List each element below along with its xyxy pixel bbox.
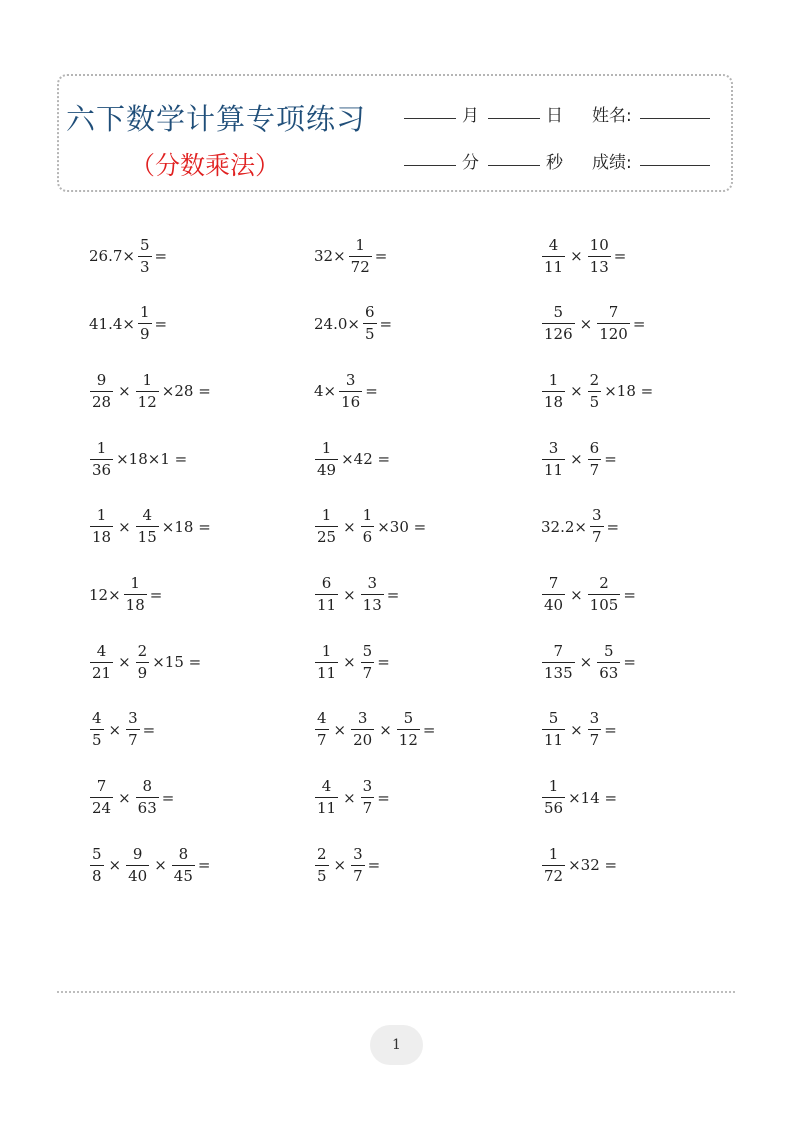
problem-2-7: [313, 642, 391, 682]
expression-text: =: [379, 314, 393, 333]
fraction: [361, 576, 384, 613]
numerator: 2: [589, 370, 600, 389]
numerator: 3: [128, 709, 138, 728]
expression-text: =: [606, 517, 620, 536]
expression-text: 41.4×: [89, 314, 135, 333]
fraction: [136, 779, 159, 816]
expression-text: =: [377, 788, 390, 807]
numerator: 5: [139, 235, 150, 254]
fraction: [90, 370, 113, 411]
numerator: 4: [317, 709, 327, 728]
multiply-operator: ×: [579, 653, 593, 672]
score-label: 成绩:: [592, 153, 632, 173]
expression-text: ×15 =: [152, 653, 202, 672]
multiply-operator: ×: [118, 382, 131, 401]
numerator: 6: [589, 438, 600, 457]
denominator: 7: [589, 731, 600, 750]
second-label: 秒: [546, 153, 563, 173]
problem-2-10: [313, 845, 381, 885]
fraction: [588, 576, 621, 613]
fraction: [90, 711, 104, 748]
fraction: [90, 844, 104, 885]
problem-2-8: [313, 710, 436, 750]
fraction: [588, 711, 602, 748]
multiply-operator: ×: [343, 585, 356, 604]
denominator: 18: [544, 392, 564, 411]
expression-text: =: [623, 585, 636, 604]
fraction: [351, 711, 374, 748]
problem-3-5: [540, 507, 620, 547]
fraction: [136, 508, 159, 545]
problem-2-5: [313, 507, 427, 547]
expression-text: =: [613, 247, 627, 265]
fraction: [588, 235, 611, 276]
denominator: 135: [544, 663, 573, 682]
fraction: [126, 844, 149, 885]
multiply-operator: ×: [154, 856, 167, 875]
denominator: 7: [128, 731, 138, 750]
denominator: 28: [92, 392, 112, 411]
denominator: 7: [353, 866, 363, 885]
denominator: 7: [362, 663, 373, 682]
fraction: [315, 508, 338, 545]
fraction: [90, 508, 113, 545]
multiply-operator: ×: [118, 653, 131, 672]
fraction: [542, 305, 575, 342]
fraction: [124, 576, 147, 613]
expression-text: ×28 =: [161, 382, 211, 401]
numerator: 4: [142, 506, 152, 525]
expression-text: =: [161, 788, 175, 807]
denominator: 11: [544, 460, 564, 479]
multiply-operator: ×: [579, 314, 593, 333]
worksheet-subtitle: （分数乘法）: [130, 151, 281, 180]
problem-2-6: [313, 575, 400, 615]
multiply-operator: ×: [343, 517, 356, 536]
denominator: 56: [544, 799, 564, 818]
numerator: 1: [548, 844, 559, 863]
expression-text: =: [632, 314, 646, 333]
second-blank[interactable]: [488, 165, 540, 166]
expression-text: =: [154, 247, 168, 265]
numerator: 3: [591, 506, 602, 525]
numerator: 5: [403, 709, 414, 728]
score-blank[interactable]: [640, 165, 710, 166]
fraction: [597, 641, 620, 682]
fraction: [90, 438, 113, 479]
denominator: 63: [599, 663, 619, 682]
multiply-operator: ×: [570, 585, 583, 604]
fraction: [136, 641, 150, 682]
denominator: 16: [341, 392, 361, 411]
fraction: [351, 844, 365, 885]
numerator: 6: [364, 303, 375, 322]
fraction: [542, 576, 565, 613]
denominator: 72: [544, 866, 564, 885]
numerator: 3: [345, 370, 356, 389]
denominator: 20: [353, 731, 373, 750]
multiply-operator: ×: [570, 382, 583, 401]
expression-text: 32.2×: [541, 517, 587, 536]
denominator: 9: [137, 663, 148, 682]
denominator: 126: [544, 325, 573, 344]
fraction: [339, 370, 362, 411]
denominator: 15: [137, 528, 157, 547]
numerator: 7: [96, 777, 107, 796]
denominator: 36: [92, 460, 112, 479]
problem-1-3: [88, 371, 212, 411]
denominator: 40: [544, 596, 564, 614]
expression-text: =: [604, 450, 617, 469]
problem-1-2: [88, 304, 168, 344]
expression-text: =: [367, 856, 381, 875]
expression-text: ×42 =: [341, 450, 391, 469]
problem-3-8: [540, 710, 618, 750]
denominator: 11: [317, 799, 337, 818]
numerator: 2: [599, 574, 609, 592]
numerator: 7: [608, 303, 619, 322]
denominator: 11: [544, 257, 564, 276]
fraction: [542, 370, 565, 411]
numerator: 1: [142, 370, 152, 389]
page-number: 1: [392, 1037, 401, 1053]
denominator: 5: [92, 731, 102, 750]
numerator: 1: [321, 641, 332, 660]
expression-text: =: [604, 720, 617, 739]
numerator: 7: [548, 574, 559, 592]
denominator: 5: [364, 325, 375, 344]
day-blank[interactable]: [488, 118, 540, 119]
problem-1-8: [88, 710, 156, 750]
numerator: 3: [353, 844, 363, 863]
fraction: [349, 235, 372, 276]
problem-3-7: [540, 642, 637, 682]
fraction: [542, 844, 565, 885]
multiply-operator: ×: [379, 720, 392, 739]
numerator: 5: [92, 844, 102, 863]
denominator: 5: [317, 866, 327, 885]
name-label: 姓名:: [592, 106, 632, 126]
multiply-operator: ×: [570, 720, 583, 739]
page-number-badge: [370, 1025, 423, 1065]
denominator: 3: [139, 257, 150, 276]
denominator: 12: [398, 731, 418, 750]
fraction: [361, 508, 375, 545]
fraction: [542, 641, 575, 682]
worksheet-title: 六下数学计算专项练习: [66, 102, 367, 136]
denominator: 11: [317, 663, 337, 682]
fraction: [361, 641, 375, 682]
numerator: 6: [321, 574, 332, 592]
problem-2-2: [313, 304, 393, 344]
fraction: [542, 711, 565, 748]
denominator: 120: [599, 325, 628, 344]
denominator: 7: [589, 460, 600, 479]
denominator: 72: [350, 257, 370, 276]
numerator: 5: [603, 641, 614, 660]
expression-text: ×18 =: [604, 382, 654, 401]
denominator: 45: [173, 866, 193, 885]
name-blank[interactable]: [640, 118, 710, 119]
expression-text: =: [377, 653, 390, 672]
expression-text: 26.7×: [89, 247, 135, 265]
expression-text: =: [154, 314, 168, 333]
denominator: 11: [544, 731, 564, 750]
problem-2-3: [313, 371, 379, 411]
numerator: 1: [96, 438, 107, 457]
expression-text: ×18 =: [161, 517, 211, 536]
expression-text: =: [142, 720, 156, 739]
expression-text: 24.0×: [314, 314, 360, 333]
expression-text: =: [149, 585, 163, 604]
problem-1-9: [88, 778, 175, 818]
fraction: [136, 370, 159, 411]
numerator: 3: [357, 709, 368, 728]
fraction: [315, 641, 338, 682]
problem-1-4: [88, 439, 188, 479]
denominator: 40: [128, 866, 148, 885]
fraction: [542, 235, 565, 276]
problem-3-1: [540, 236, 627, 276]
denominator: 21: [92, 663, 112, 682]
multiply-operator: ×: [570, 247, 583, 265]
denominator: 7: [591, 528, 602, 547]
fraction: [315, 576, 338, 613]
numerator: 1: [96, 506, 107, 525]
month-label: 月: [462, 106, 479, 126]
expression-text: =: [197, 856, 211, 875]
denominator: 63: [137, 799, 157, 818]
fraction: [590, 508, 604, 545]
denominator: 8: [92, 866, 102, 885]
expression-text: 32×: [314, 247, 346, 265]
denominator: 12: [137, 392, 157, 411]
numerator: 1: [548, 777, 559, 796]
numerator: 3: [367, 574, 377, 592]
numerator: 7: [553, 641, 564, 660]
problem-1-6: [88, 575, 163, 615]
fraction: [315, 844, 329, 885]
numerator: 5: [362, 641, 373, 660]
numerator: 1: [139, 303, 150, 322]
expression-text: 4×: [314, 382, 337, 401]
problem-2-1: [313, 236, 388, 276]
numerator: 4: [96, 641, 107, 660]
problem-3-4: [540, 439, 618, 479]
denominator: 7: [362, 799, 373, 818]
numerator: 1: [548, 370, 559, 389]
problem-3-2: [540, 304, 646, 344]
numerator: 4: [92, 709, 102, 728]
multiply-operator: ×: [118, 788, 131, 807]
expression-text: ×32 =: [568, 856, 618, 875]
denominator: 13: [589, 257, 609, 276]
numerator: 2: [317, 844, 327, 863]
problem-1-5: [88, 507, 212, 547]
fraction: [597, 305, 630, 342]
numerator: 1: [355, 235, 365, 254]
multiply-operator: ×: [343, 653, 356, 672]
fraction: [588, 438, 602, 479]
problem-1-7: [88, 642, 202, 682]
problem-3-10: [540, 845, 618, 885]
fraction: [315, 711, 329, 748]
fraction: [542, 438, 565, 479]
denominator: 11: [317, 596, 337, 614]
numerator: 4: [548, 235, 559, 254]
fraction: [315, 438, 338, 479]
expression-text: ×14 =: [568, 788, 618, 807]
fraction: [361, 779, 375, 816]
numerator: 3: [589, 709, 600, 728]
numerator: 8: [178, 844, 189, 863]
multiply-operator: ×: [108, 856, 122, 875]
fraction: [138, 235, 152, 276]
problem-1-1: [88, 236, 168, 276]
minute-blank[interactable]: [404, 165, 456, 166]
fraction: [588, 370, 602, 411]
problem-3-3: [540, 371, 654, 411]
month-blank[interactable]: [404, 118, 456, 119]
fraction: [542, 779, 565, 816]
denominator: 24: [92, 799, 112, 818]
footer-divider: [57, 991, 735, 993]
numerator: 1: [321, 438, 332, 457]
numerator: 5: [548, 709, 559, 728]
expression-text: =: [365, 382, 378, 401]
numerator: 9: [132, 844, 143, 863]
numerator: 4: [321, 777, 332, 796]
fraction: [397, 711, 420, 748]
numerator: 10: [589, 235, 609, 254]
denominator: 49: [317, 460, 337, 479]
multiply-operator: ×: [570, 450, 583, 469]
expression-text: 12×: [89, 585, 121, 604]
fraction: [138, 305, 152, 342]
problem-3-6: [540, 575, 637, 615]
numerator: 5: [553, 303, 564, 322]
expression-text: ×30 =: [377, 517, 427, 536]
fraction: [363, 305, 377, 342]
fraction: [126, 711, 140, 748]
numerator: 2: [137, 641, 148, 660]
denominator: 18: [92, 528, 112, 547]
numerator: 1: [130, 574, 140, 592]
multiply-operator: ×: [343, 788, 356, 807]
numerator: 3: [548, 438, 559, 457]
denominator: 18: [125, 596, 145, 614]
denominator: 9: [139, 325, 150, 344]
problem-3-9: [540, 778, 618, 818]
multiply-operator: ×: [333, 720, 347, 739]
expression-text: ×18×1 =: [116, 450, 188, 469]
denominator: 7: [317, 731, 327, 750]
fraction: [90, 779, 113, 816]
problem-1-10: [88, 845, 211, 885]
numerator: 3: [362, 777, 373, 796]
multiply-operator: ×: [333, 856, 347, 875]
expression-text: =: [422, 720, 436, 739]
fraction: [315, 779, 338, 816]
fraction: [172, 844, 195, 885]
problem-2-9: [313, 778, 391, 818]
numerator: 1: [321, 506, 332, 525]
fraction: [90, 641, 113, 682]
numerator: 8: [142, 777, 152, 796]
numerator: 9: [96, 370, 107, 389]
denominator: 6: [362, 528, 373, 547]
multiply-operator: ×: [118, 517, 131, 536]
problem-2-4: [313, 439, 391, 479]
day-label: 日: [546, 106, 563, 126]
numerator: 1: [362, 506, 373, 525]
denominator: 5: [589, 392, 600, 411]
multiply-operator: ×: [108, 720, 122, 739]
denominator: 25: [317, 528, 337, 547]
denominator: 13: [362, 596, 382, 614]
expression-text: =: [623, 653, 636, 672]
denominator: 105: [589, 596, 619, 614]
expression-text: =: [386, 585, 400, 604]
expression-text: =: [374, 247, 388, 265]
minute-label: 分: [462, 153, 479, 173]
